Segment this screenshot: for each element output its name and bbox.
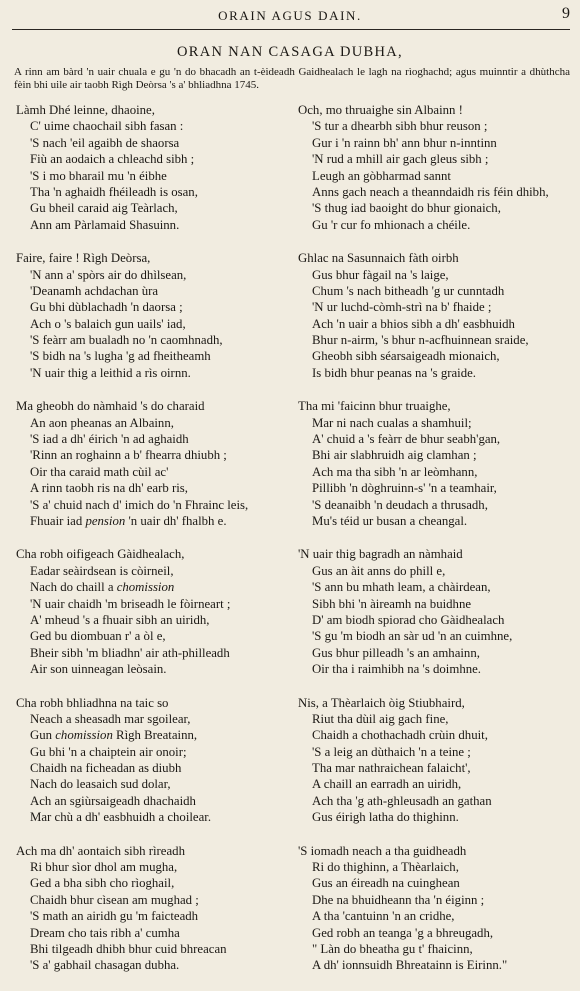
verse-line: Bheir sibh 'm bliadhn' air ath-philleadh [30,645,230,660]
right-column [298,102,570,991]
verse-line: Oir tha i raimhibh na 's doimhne. [312,662,481,677]
verse-line: 'N rud a mhill air gach gleus sibh ; [312,152,489,167]
italic-loanword: pension [85,513,126,528]
verse-line: 'Deanamh achdachan ùra [30,283,159,298]
song-intro: A rinn am bàrd 'n uair chuala e gu 'n do bhacadh an t-èideadh Gaidhealach le lagh na rìoghachd; agus muinntir a dhùthcha fèin bhi uile air taobh Rìgh Deòrsa 's a' bhliadhna 1745. [14,66,570,91]
verse-line [16,579,276,595]
verse-line: Neach a sheasadh mar sgoilear, [30,711,191,726]
verse-line: Eadar seàirdsean is còirneil, [30,563,174,578]
verse-line: Làmh Dhé leinne, dhaoine, [16,103,155,117]
verse-line: A rinn taobh ris na dh' earb ris, [30,481,188,496]
verse-line: Dhe na bhuidheann tha 'n éiginn ; [312,892,485,907]
verse-line: A' chuid a 's feàrr de bhur seabh'gan, [312,432,501,447]
verse-line: Nach do leasaich sud dolar, [30,777,171,792]
verse-line: Chaidh a chothachadh crùin dhuit, [312,728,488,743]
verse-line: Gur i 'n rainn bh' ann bhur n-inntinn [312,135,497,150]
stanza [16,843,276,974]
verse-line: Chum 's nach bitheadh 'g ur cunntadh [312,283,505,298]
verse-line: 'S bidh na 's lugha 'g ad fheitheamh [30,349,211,364]
verse-line: An aon pheanas an Albainn, [30,415,174,430]
verse-line: Chaidh bhur cìsean am mughad ; [30,892,199,907]
verse-line: Bhi air slabhruidh aig clamhan ; [312,448,477,463]
verse-line: 'S thug iad baoight do bhur gionaich, [312,201,501,216]
verse-line: Cha robh oifigeach Gàidhealach, [16,547,185,562]
verse-line: Chaidh na ficheadan as diubh [30,761,182,776]
verse-line: C' uime chaochail sibh fasan : [30,119,184,134]
verse-line: 'N uair chaidh 'm briseadh le fòirneart ; [30,596,231,611]
verse-line: Ged robh an teanga 'g a bhreugadh, [312,925,494,940]
verse-line: 'S iad a dh' éirich 'n ad aghaidh [30,432,189,447]
running-head [0,4,580,24]
verse-text: 'n uair dh' fhalbh e. [125,513,227,528]
stanza [298,695,570,826]
verse-line: Ri bhur sìor dhol am mugha, [30,860,178,875]
verse-line: Tha 'n aghaidh fhéileadh is osan, [30,184,198,199]
verse-text: Nach do chaill a [30,580,117,595]
verse-line: Riut tha dùil aig gach fine, [312,711,449,726]
verse-line: Ach ma tha sibh 'n ar leòmhann, [312,464,478,479]
verse-line: Gus an àit anns do phill e, [312,563,446,578]
verse-line: Fiù an aodaich a chleachd sibh ; [30,152,195,167]
verse-line: 'N ur luchd-còmh-strì na b' fhaide ; [312,300,492,315]
verse-line: Gus an éireadh na cuinghean [312,876,460,891]
stanza [298,843,570,974]
page-number: 9 [562,5,570,22]
verse-line: Ged bu diombuan r' a òl e, [30,629,166,644]
verse-line: Gu bhi 'n a chaiptein air onoir; [30,744,187,759]
verse-line: Gu 'r cur fo mhionach a chéile. [312,217,471,232]
verse-line [16,513,276,529]
running-title: ORAIN AGUS DAIN. [218,8,362,23]
stanza [298,250,570,381]
verse-line: 'S i mo bharail mu 'n éibhe [30,168,167,183]
verse-line: 'S nach 'eil agaibh de shaorsa [30,135,180,150]
verse-line: Ann am Pàrlamaid Shasuinn. [30,217,180,232]
verse-line [16,727,276,743]
verse-line: 'S deanaibh 'n deudach a thrusadh, [312,497,488,512]
verse-line: Ach tha 'g ath-ghleusadh an gathan [312,793,492,808]
verse-line: Faire, faire ! Rìgh Deòrsa, [16,251,151,266]
verse-line: Ma gheobh do nàmhaid 's do charaid [16,399,205,414]
stanza [16,250,276,381]
verse-line: 'S feàrr am bualadh no 'n caomhnadh, [30,333,223,348]
verse-line: 'S tur a dhearbh sibh bhur reuson ; [312,119,488,134]
song-title: ORAN NAN CASAGA DUBHA, [177,44,403,60]
verse-line: Ged a bha sibh cho rìoghail, [30,876,175,891]
verse-text: Gun [30,728,56,743]
verse-line: 'Rinn an roghainn a b' fhearra dhiubh ; [30,448,227,463]
verse-line: Air son uinneagan leòsain. [30,662,167,677]
stanza [16,695,276,826]
verse-line: Nis, a Thèarlaich òig Stiubhaird, [298,695,465,710]
verse-line: Tha mar nathraichean falaicht', [312,761,471,776]
verse-line: Mar chù a dh' easbhuidh a choilear. [30,810,212,825]
verse-line: D' am biodh spiorad cho Gàidhealach [312,612,505,627]
stanza [16,546,276,677]
verse-line: 'S ann bu mhath leam, a chàirdean, [312,580,491,595]
verse-line: 'S math an airidh gu 'm faicteadh [30,909,199,924]
verse-line: Gus bhur fàgail na 's laige, [312,267,449,282]
stanza [298,398,570,529]
verse-line: Ach o 's balaich gun uails' iad, [30,316,186,331]
verse-line: Bhi tilgeadh dhibh bhur cuid bhreacan [30,941,227,956]
verse-line: A chaill an earradh an uiridh, [312,777,462,792]
verse-line: A' mheud 's a fhuair sibh an uiridh, [30,612,210,627]
italic-loanword: chomission [55,728,113,743]
verse-line: Anns gach neach a theanndaidh ris féin dhibh, [312,184,549,199]
verse-line: 'N uair thig bagradh an nàmhaid [298,547,463,562]
verse-line: 'S gu 'm biodh an sàr ud 'n an cuimhne, [312,629,513,644]
verse-line: 'S a' chuid nach d' imich do 'n Fhrainc leis, [30,497,249,512]
verse-line: " Làn do bheatha gu t' fhaicinn, [312,941,473,956]
verse-line: Is bidh bhur peanas na 's graide. [312,365,476,380]
verse-line: A dh' ionnsuidh Bhreatainn is Eirinn." [312,958,508,973]
verse-line: 'S a' gabhail chasagan dubha. [30,958,180,973]
stanza [298,546,570,677]
stanza [16,102,276,233]
verse-line: Oir tha caraid math cùil ac' [30,464,169,479]
verse-line: Ach an sgiùrsaigeadh dhachaidh [30,793,196,808]
verse-line: Leugh an gòbharmad sannt [312,168,451,183]
left-column [16,102,276,991]
italic-loanword: chomission [116,580,175,595]
verse-line: 'N uair thig a leithid a rìs oirnn. [30,365,191,380]
verse-line: Ghlac na Sasunnaich fàth oirbh [298,251,459,266]
verse-line: Tha mi 'faicinn bhur truaighe, [298,399,451,414]
verse-text: Fhuair iad [30,513,86,528]
header-rule [12,29,570,30]
verse-line: Mar ni nach cualas a shamhuil; [312,415,472,430]
verse-line: 'N ann a' spòrs air do dhìlsean, [30,267,187,282]
verse-line: Ach ma dh' aontaich sibh rìreadh [16,843,185,858]
verse-line: Ach 'n uair a bhios sibh a dh' easbhuidh [312,316,515,331]
verse-line: Sibh bhi 'n àireamh na buidhne [312,596,472,611]
verse-line: Gheobh sibh séarsaigeadh mionaich, [312,349,500,364]
verse-line: Ri do thighinn, a Thèarlaich, [312,860,459,875]
verse-line: Gu bheil caraid aig Teàrlach, [30,201,178,216]
verse-text: Rìgh Breatainn, [112,728,198,743]
stanza [298,102,570,233]
verse-line: A tha 'cantuinn 'n an cridhe, [312,909,455,924]
verse-line: Gus bhur pilleadh 's an amhainn, [312,645,480,660]
stanza [16,398,276,529]
verse-line: Dream cho tais ribh a' cumha [30,925,180,940]
verse-line: Pillibh 'n dòghruinn-s' 'n a teamhair, [312,481,497,496]
verse-line: Cha robh bhliadhna na taic so [16,695,169,710]
verse-line: 'S a leig an dùthaich 'n a teine ; [312,744,471,759]
verse-line: 'S iomadh neach a tha guidheadh [298,843,467,858]
verse-line: Bhur n-airm, 's bhur n-acfhuinnean sraide, [312,333,529,348]
verse-line: Mu's téid ur busan a cheangal. [312,513,468,528]
verse-line: Gu bhi dùblachadh 'n daorsa ; [30,300,183,315]
verse-line: Och, mo thruaighe sin Albainn ! [298,103,463,117]
verse-line: Gus éirigh latha do thighinn. [312,810,459,825]
